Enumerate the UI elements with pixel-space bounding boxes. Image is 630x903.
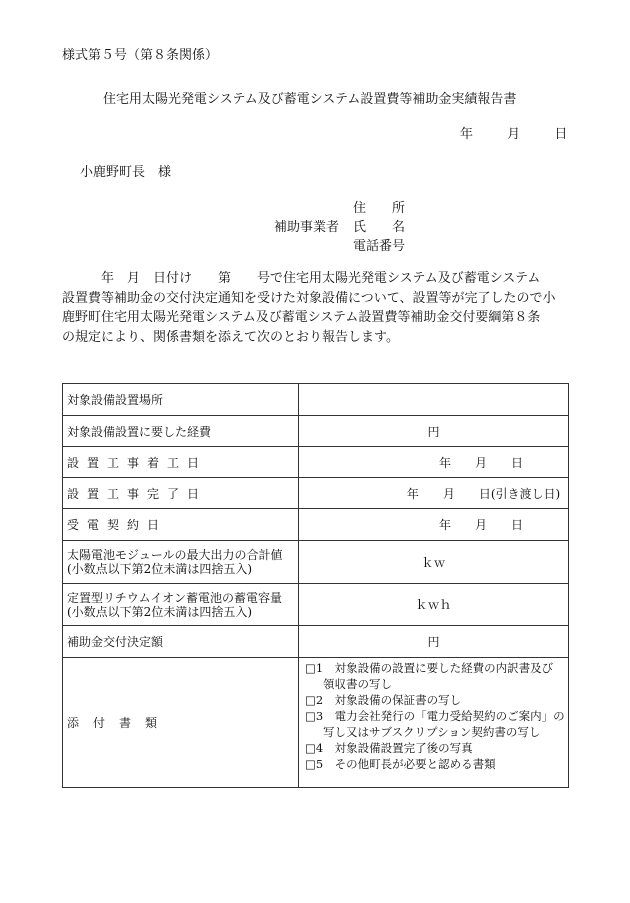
row-label-main: 太陽電池モジュールの最大出力の合計値 — [67, 548, 283, 562]
table-row — [63, 509, 569, 541]
installation-cost-field[interactable]: 円 — [299, 416, 569, 447]
attachment-item[interactable] — [305, 660, 568, 692]
row-label — [63, 584, 299, 626]
row-label: 受電契約日 — [63, 509, 299, 541]
attachment-text: □4 対象設備設置完了後の写真 — [305, 741, 473, 755]
attachment-text: □1 対象設備の設置に要した経費の内訳書及び — [305, 661, 554, 675]
table-row — [63, 584, 569, 626]
construction-start-date-field[interactable] — [299, 447, 569, 478]
battery-capacity-field[interactable]: ｋｗｈ — [299, 584, 569, 626]
row-label-note: (小数点以下第2位未満は四捨五入) — [67, 562, 252, 576]
report-date — [460, 123, 567, 142]
construction-completion-date-field[interactable] — [299, 478, 569, 509]
body-line: の規定により、関係書類を添えて次のとおり報告します。 — [62, 329, 399, 345]
row-label: 設置工事着工日 — [63, 447, 299, 478]
name-label: 氏 名 — [353, 220, 406, 235]
attachment-text-cont: 領収書の写し — [323, 677, 392, 691]
report-table — [62, 383, 569, 788]
date-year: 年 — [460, 127, 474, 142]
body-paragraph — [62, 269, 572, 347]
subsidy-amount-field[interactable]: 円 — [299, 626, 569, 658]
value-text: 年 月 日 — [438, 455, 523, 470]
value-text: 年 月 日 — [438, 518, 523, 532]
date-day: 日 — [554, 127, 568, 142]
row-label — [63, 541, 299, 584]
attachment-item[interactable] — [305, 692, 568, 708]
attachment-text: □2 対象設備の保証書の写し — [305, 693, 462, 707]
attachment-text: □3 電力会社発行の「電力受給契約のご案内」の — [305, 709, 565, 723]
date-month: 月 — [507, 127, 521, 142]
table-row — [63, 658, 569, 788]
body-line: 鹿野町住宅用太陽光発電システム及び蓄電システム設置費等補助金交付要綱第８条 — [62, 310, 541, 325]
body-line: 設置費等補助金の交付決定通知を受けた対象設備について、設置等が完了したので小 — [62, 290, 556, 306]
attachments-list — [299, 658, 569, 788]
table-row — [63, 478, 569, 509]
value-text: 年 月 日(引き渡し日) — [406, 486, 561, 501]
attachment-item[interactable] — [305, 740, 568, 756]
body-line: 年 月 日付け 第 号で住宅用太陽光発電システム及び蓄電システム — [62, 271, 541, 286]
power-contract-date-field[interactable] — [299, 509, 569, 541]
row-label: 対象設備設置場所 — [63, 384, 299, 416]
solar-max-output-field[interactable]: ｋｗ — [299, 541, 569, 584]
addressee: 小鹿野町長 様 — [80, 165, 172, 180]
row-label: 設置工事完了日 — [63, 478, 299, 509]
phone-label: 電話番号 — [353, 239, 406, 254]
row-label: 添付書類 — [63, 658, 299, 788]
row-label: 補助金交付決定額 — [63, 626, 299, 658]
installation-location-field[interactable] — [299, 384, 569, 416]
row-label-main: 定置型リチウムイオン蓄電池の蓄電容量 — [67, 590, 283, 605]
attachment-item[interactable] — [305, 756, 568, 772]
attachment-text-cont: 写し又はサブスクリプション契約書の写し — [323, 725, 541, 739]
attachment-item[interactable] — [305, 708, 568, 740]
address-label: 住 所 — [353, 201, 406, 216]
table-row — [63, 416, 569, 447]
table-row — [63, 447, 569, 478]
attachment-text: □5 その他町長が必要と認める書類 — [305, 757, 496, 771]
row-label: 対象設備設置に要した経費 — [63, 416, 299, 447]
row-label-note: (小数点以下第2位未満は四捨五入) — [67, 604, 252, 619]
table-row — [63, 541, 569, 584]
table-row — [63, 626, 569, 658]
form-number: 様式第５号（第８条関係） — [62, 48, 219, 63]
applicant-label: 補助事業者 — [274, 220, 340, 235]
document-title: 住宅用太陽光発電システム及び蓄電システム設置費等補助金実績報告書 — [103, 92, 517, 107]
table-row — [63, 384, 569, 416]
